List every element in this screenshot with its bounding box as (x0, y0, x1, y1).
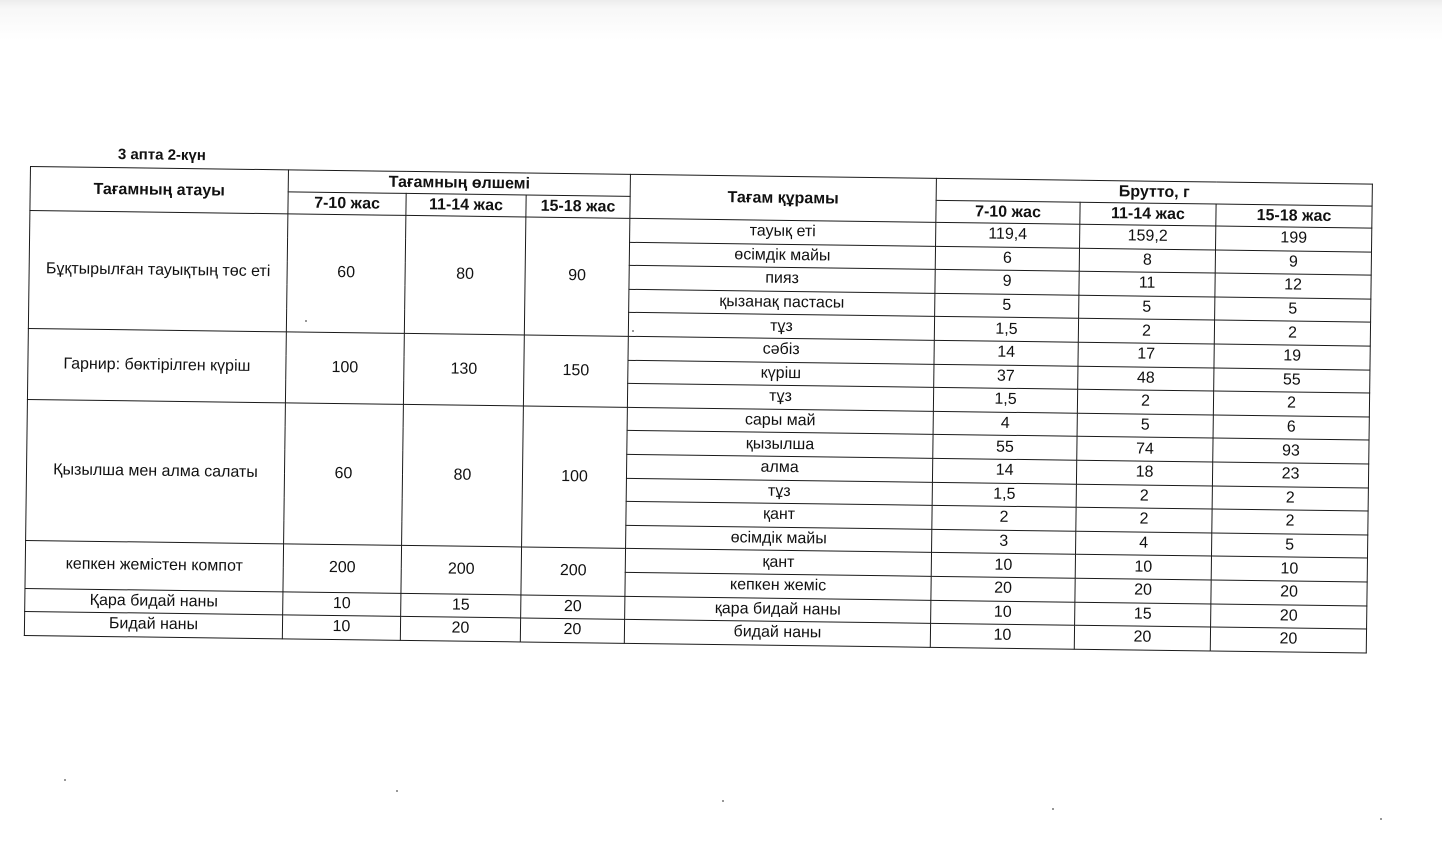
gross-cell: 8 (1079, 248, 1215, 273)
dish-name: Бұқтырылған тауықтың төс еті (45, 260, 271, 281)
gross-cell: 5 (1212, 533, 1368, 559)
gross-cell: 15 (1075, 602, 1211, 627)
portion-cell: 20 (520, 618, 624, 643)
gross-cell: 10 (930, 623, 1074, 648)
dish-name-header: Тағамның атауы (30, 167, 289, 214)
ingredient-name-cell: қара бидай наны (625, 596, 931, 624)
gross-cell: 20 (1211, 603, 1367, 629)
gross-cell: 199 (1216, 226, 1372, 252)
gross-cell: 2 (1214, 320, 1370, 346)
gross-cell: 1,5 (934, 317, 1078, 342)
gross-cell: 10 (931, 600, 1075, 625)
gross-cell: 20 (1211, 580, 1367, 606)
ingredient-name-cell: өсімдік майы (629, 242, 935, 270)
gross-cell: 55 (1214, 368, 1370, 394)
gross-age-header: 11-14 жас (1080, 202, 1216, 226)
ingredient-name-cell: күріш (628, 360, 934, 388)
gross-cell: 20 (1210, 627, 1366, 653)
page-title: 3 апта 2-күн (117, 146, 207, 165)
gross-cell: 2 (1077, 389, 1213, 414)
gross-cell: 9 (935, 270, 1079, 295)
gross-cell: 5 (1077, 413, 1213, 438)
gross-cell: 10 (931, 553, 1075, 578)
gross-cell: 3 (932, 529, 1076, 554)
gross-cell: 37 (934, 364, 1078, 389)
gross-cell: 12 (1215, 273, 1371, 299)
gross-cell: 5 (1079, 295, 1215, 320)
portion-cell: 20 (521, 594, 625, 619)
gross-cell: 23 (1212, 462, 1368, 488)
portion-cell: 150 (523, 335, 628, 407)
ingredient-name-cell: тұз (626, 478, 932, 506)
portion-cell: 60 (286, 214, 406, 334)
ingredient-name-cell: бидай наны (624, 619, 930, 647)
gross-cell: 4 (933, 411, 1077, 436)
dish-name: Бидай наны (108, 615, 199, 634)
gross-cell: 55 (933, 435, 1077, 460)
portion-cell: 90 (524, 217, 630, 336)
portion-cell: 20 (400, 616, 520, 641)
gross-cell: 2 (1213, 391, 1369, 417)
gross-cell: 1,5 (933, 388, 1077, 413)
portion-cell: 200 (283, 544, 402, 593)
menu-body (24, 211, 1372, 653)
gross-cell: 6 (935, 246, 1079, 271)
dish-name-cell (24, 612, 282, 639)
gross-cell: 20 (931, 576, 1075, 601)
dish-name: Гарнир: бөктірілген күріш (63, 355, 251, 375)
portion-age-header: 7-10 жас (288, 192, 406, 216)
menu-table (24, 166, 1373, 653)
dish-name-cell (28, 211, 288, 332)
gross-age-header: 15-18 жас (1216, 204, 1372, 228)
composition-header: Тағам құрамы (630, 174, 937, 222)
gross-cell: 2 (1212, 509, 1368, 535)
dish-name-cell (25, 588, 283, 615)
gross-cell: 5 (935, 293, 1079, 318)
ingredient-name-cell: тұз (627, 383, 933, 411)
gross-cell: 2 (1212, 486, 1368, 512)
ingredient-name-cell: қант (625, 549, 931, 577)
portion-cell: 10 (283, 591, 401, 616)
gross-header: Брутто, г (936, 178, 1372, 206)
ingredient-name-cell: қант (626, 501, 932, 529)
ingredient-name-cell: тауық еті (630, 218, 936, 246)
gross-cell: 4 (1076, 531, 1212, 556)
gross-cell: 93 (1213, 438, 1369, 464)
gross-cell: 19 (1214, 344, 1370, 370)
portion-cell: 100 (522, 406, 628, 549)
ingredient-name-cell: қызылша (627, 431, 933, 459)
portion-age-header: 15-18 жас (526, 195, 630, 218)
dish-name-cell (25, 541, 284, 592)
ingredient-name-cell: кепкен жеміс (625, 572, 931, 600)
portion-cell: 200 (401, 546, 522, 595)
gross-cell: 6 (1213, 415, 1369, 441)
portion-cell: 100 (285, 332, 404, 404)
ingredient-name-cell: сары май (627, 407, 933, 435)
ingredient-name-cell: сәбіз (628, 336, 934, 364)
gross-cell: 17 (1078, 342, 1214, 367)
gross-cell: 48 (1078, 366, 1214, 391)
gross-age-header: 7-10 жас (936, 200, 1080, 224)
dish-name: Қызылша мен алма салаты (53, 461, 258, 482)
portion-age-header: 11-14 жас (406, 193, 526, 217)
gross-cell: 2 (1076, 484, 1212, 509)
gross-cell: 11 (1079, 271, 1215, 296)
portion-header: Тағамның өлшемі (288, 170, 630, 196)
gross-cell: 74 (1077, 437, 1213, 462)
gross-cell: 119,4 (936, 222, 1080, 247)
gross-cell: 14 (934, 340, 1078, 365)
dish-name: кепкен жемістен компот (65, 555, 243, 576)
gross-cell: 5 (1215, 297, 1371, 323)
ingredient-name-cell: қызанақ пастасы (629, 289, 935, 317)
gross-cell: 20 (1075, 578, 1211, 603)
gross-cell: 20 (1074, 625, 1210, 650)
portion-cell: 130 (403, 333, 524, 405)
gross-cell: 18 (1076, 460, 1212, 485)
gross-cell: 1,5 (932, 482, 1076, 507)
gross-cell: 159,2 (1080, 224, 1216, 249)
ingredient-name-cell: пияз (629, 266, 935, 294)
portion-cell: 80 (404, 215, 526, 335)
header-row-main (30, 167, 1372, 207)
gross-cell: 10 (1211, 556, 1367, 582)
portion-cell: 200 (521, 547, 626, 596)
menu-sheet (24, 166, 1373, 653)
portion-cell: 15 (401, 593, 521, 618)
ingredient-name-cell: алма (627, 454, 933, 482)
dish-name: Қара бидай наны (89, 591, 219, 611)
portion-cell: 10 (282, 615, 400, 640)
gross-cell: 2 (1078, 319, 1214, 344)
gross-cell: 10 (1075, 555, 1211, 580)
gross-cell: 2 (1076, 507, 1212, 532)
portion-cell: 60 (284, 403, 404, 546)
gross-cell: 9 (1215, 250, 1371, 276)
dish-name-cell (27, 328, 286, 402)
ingredient-name-cell: тұз (628, 313, 934, 341)
dish-name-cell (26, 399, 286, 544)
portion-cell: 80 (402, 404, 524, 547)
gross-cell: 2 (932, 505, 1076, 530)
ingredient-name-cell: өсімдік майы (626, 525, 932, 553)
gross-cell: 14 (932, 458, 1076, 483)
